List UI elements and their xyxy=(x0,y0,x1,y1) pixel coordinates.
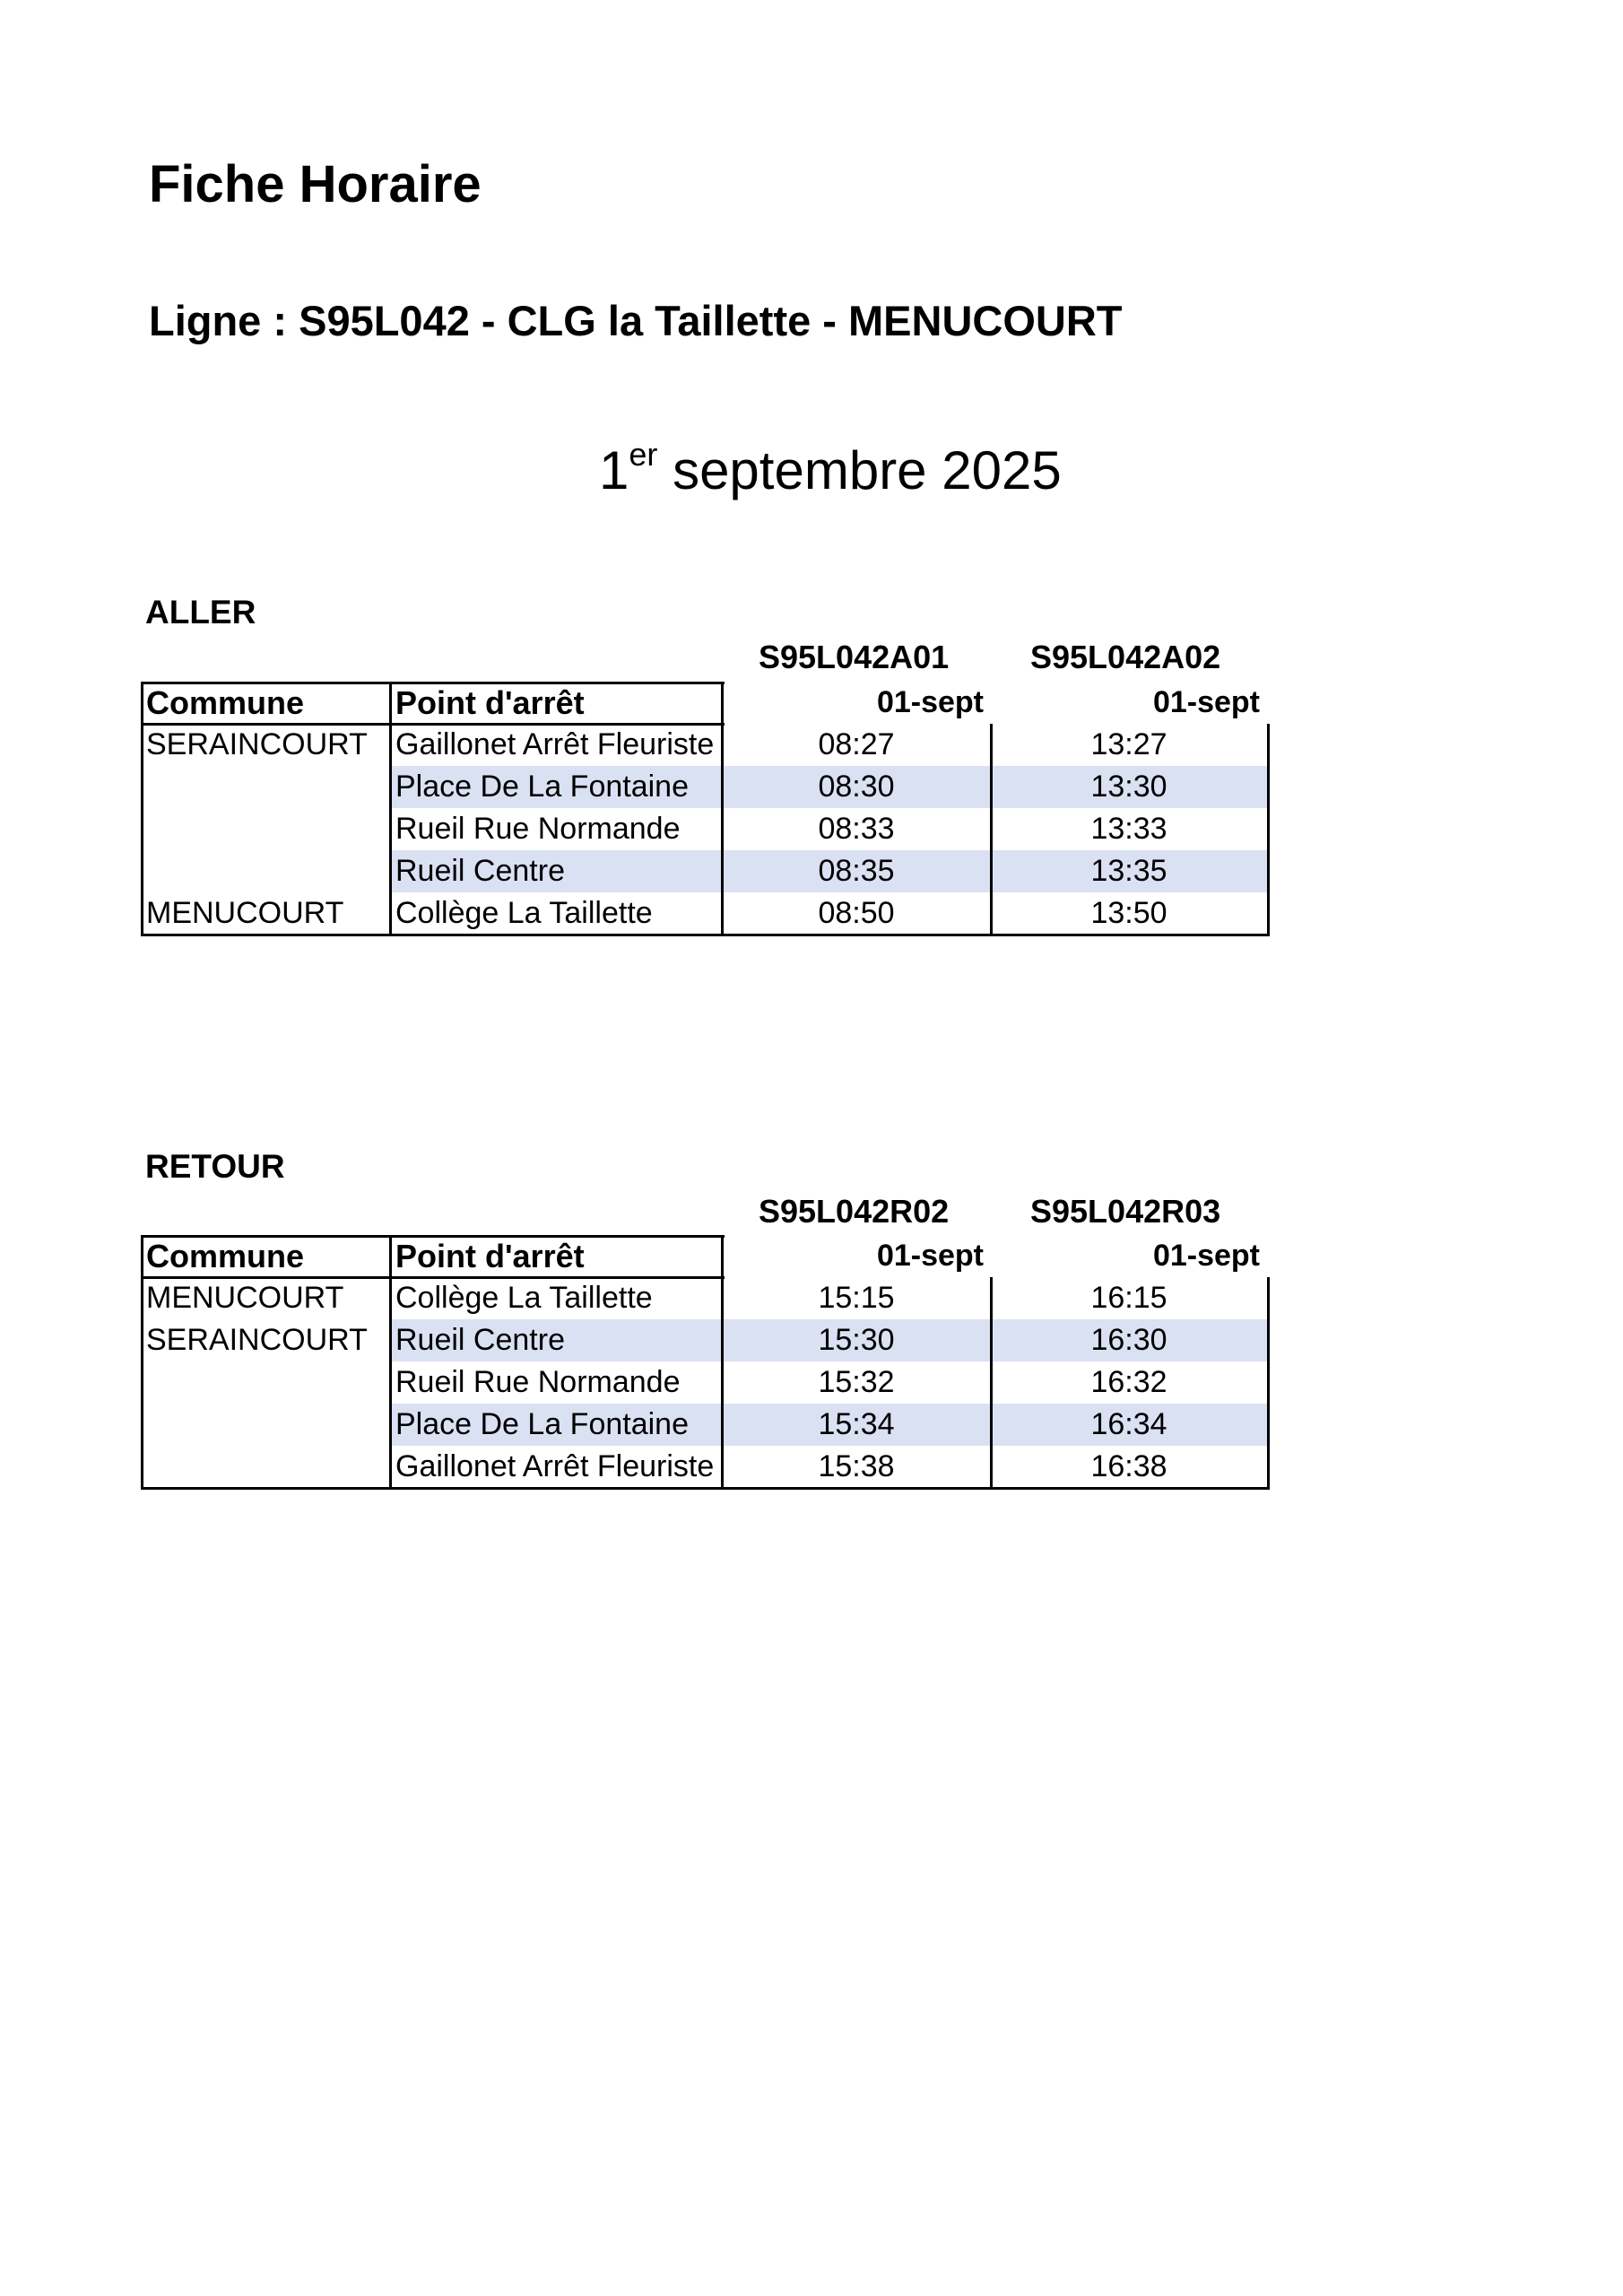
line-title: Ligne : S95L042 - CLG la Taillette - MENUCOURT xyxy=(149,297,1123,344)
table-border xyxy=(141,1235,725,1238)
time-cell: 13:50 xyxy=(1090,896,1167,930)
table-border xyxy=(990,1277,993,1490)
table-border xyxy=(141,682,725,684)
time-cell: 15:34 xyxy=(722,1404,991,1446)
stop-cell: Collège La Taillette xyxy=(395,1281,653,1315)
aller-course-2-code: S95L042A02 xyxy=(1030,639,1221,675)
stop-cell: Gaillonet Arrêt Fleuriste xyxy=(395,727,715,761)
time-cell: 08:30 xyxy=(722,766,991,808)
commune-cell: SERAINCOURT xyxy=(146,727,368,761)
stop-cell: Place De La Fontaine xyxy=(390,766,722,808)
table-border xyxy=(721,1235,724,1490)
commune-cell xyxy=(141,766,390,808)
table-border xyxy=(1267,1277,1270,1490)
table-border xyxy=(141,1276,725,1279)
stop-cell: Rueil Rue Normande xyxy=(395,812,681,846)
table-border xyxy=(141,1487,1270,1490)
aller-course-1-day: 01-sept xyxy=(876,685,984,719)
commune-cell xyxy=(141,1404,390,1446)
retour-course-1-day: 01-sept xyxy=(876,1239,984,1273)
time-cell: 13:27 xyxy=(1090,727,1167,761)
retour-header-stop: Point d'arrêt xyxy=(395,1238,585,1274)
commune-cell: SERAINCOURT xyxy=(146,1323,368,1357)
table-border xyxy=(389,1235,392,1490)
stop-cell: Gaillonet Arrêt Fleuriste xyxy=(395,1449,715,1483)
effective-date xyxy=(599,436,1062,501)
commune-cell: MENUCOURT xyxy=(146,896,344,930)
commune-cell xyxy=(141,808,390,850)
time-cell: 13:35 xyxy=(991,850,1267,892)
stop-cell: Rueil Centre xyxy=(390,1319,722,1361)
time-cell: 08:33 xyxy=(818,812,895,846)
page-title: Fiche Horaire xyxy=(149,155,482,213)
aller-course-2-day: 01-sept xyxy=(1152,685,1260,719)
time-cell: 15:30 xyxy=(722,1319,991,1361)
commune-cell xyxy=(141,850,390,892)
time-cell: 15:15 xyxy=(818,1281,895,1315)
time-cell: 13:33 xyxy=(1090,812,1167,846)
time-cell: 16:38 xyxy=(1090,1449,1167,1483)
aller-course-1-code: S95L042A01 xyxy=(759,639,950,675)
table-border xyxy=(141,1235,143,1490)
table-border xyxy=(141,682,143,936)
table-border xyxy=(990,724,993,936)
date-rest: septembre 2025 xyxy=(673,440,1062,500)
table-border xyxy=(141,723,725,726)
time-cell: 16:34 xyxy=(991,1404,1267,1446)
retour-header-row xyxy=(141,1235,1267,1277)
stop-cell: Place De La Fontaine xyxy=(390,1404,722,1446)
aller-header-commune: Commune xyxy=(146,684,305,721)
table-border xyxy=(1267,724,1270,936)
commune-cell: MENUCOURT xyxy=(146,1281,344,1315)
retour-course-1-code: S95L042R02 xyxy=(759,1193,950,1230)
time-cell: 15:32 xyxy=(818,1365,895,1399)
aller-label: ALLER xyxy=(145,594,256,631)
time-cell: 08:50 xyxy=(818,896,895,930)
retour-course-2-day: 01-sept xyxy=(1152,1239,1260,1273)
time-cell: 08:27 xyxy=(818,727,895,761)
aller-header-row xyxy=(141,682,1267,724)
commune-cell xyxy=(141,1361,390,1404)
table-border xyxy=(141,934,1270,936)
time-cell: 15:38 xyxy=(818,1449,895,1483)
time-cell: 16:30 xyxy=(991,1319,1267,1361)
time-cell: 13:30 xyxy=(991,766,1267,808)
retour-header-commune: Commune xyxy=(146,1238,305,1274)
stop-cell: Rueil Centre xyxy=(390,850,722,892)
time-cell: 16:15 xyxy=(1090,1281,1167,1315)
time-cell: 08:35 xyxy=(722,850,991,892)
commune-cell xyxy=(141,1446,390,1488)
aller-header-stop: Point d'arrêt xyxy=(395,684,585,721)
date-day: 1 xyxy=(599,440,629,500)
date-suffix: er xyxy=(629,436,658,473)
retour-label: RETOUR xyxy=(145,1148,285,1185)
table-border xyxy=(389,682,392,936)
stop-cell: Rueil Rue Normande xyxy=(395,1365,681,1399)
time-cell: 16:32 xyxy=(1090,1365,1167,1399)
retour-course-2-code: S95L042R03 xyxy=(1030,1193,1221,1230)
stop-cell: Collège La Taillette xyxy=(395,896,653,930)
table-border xyxy=(721,682,724,936)
